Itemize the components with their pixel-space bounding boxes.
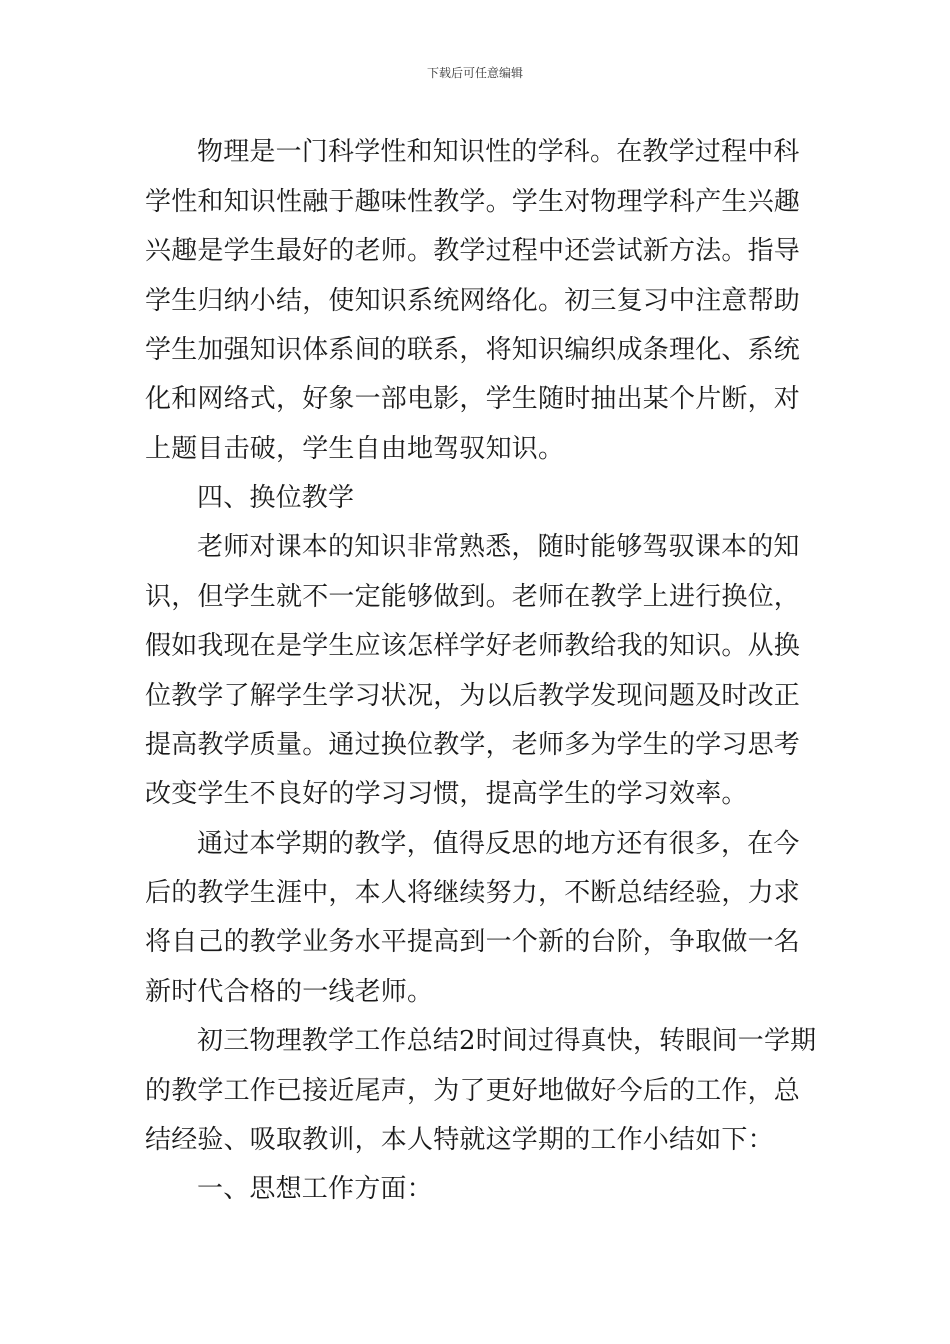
- page-header: 下载后可任意编辑: [426, 66, 523, 80]
- text-line: 物理是一门科学性和知识性的学科。在教学过程中科: [197, 137, 800, 167]
- text-line: 上题目击破，学生自由地驾驭知识。: [145, 434, 565, 464]
- text-line: 位教学了解学生学习状况，为以后教学发现问题及时改正: [145, 681, 801, 711]
- text-line: 通过本学期的教学，值得反思的地方还有很多，在今: [197, 829, 800, 859]
- section-heading: 四、换位教学: [197, 483, 355, 513]
- text-line: 学性和知识性融于趣味性教学。学生对物理学科产生兴趣: [145, 187, 801, 217]
- text-line: 将自己的教学业务水平提高到一个新的台阶，争取做一名: [145, 927, 801, 957]
- text-line: 的教学工作已接近尾声，为了更好地做好今后的工作，总: [145, 1076, 801, 1106]
- text-line: 识，但学生就不一定能够做到。老师在教学上进行换位，: [145, 582, 801, 612]
- text-line: 新时代合格的一线老师。: [145, 977, 434, 1007]
- text-line: 假如我现在是学生应该怎样学好老师教给我的知识。从换: [145, 631, 801, 661]
- text-line: 学生归纳小结，使知识系统网络化。初三复习中注意帮助: [145, 286, 801, 316]
- text-line: 提高教学质量。通过换位教学，老师多为学生的学习思考: [145, 730, 801, 760]
- text-line: 结经验、吸取教训，本人特就这学期的工作小结如下：: [145, 1125, 774, 1155]
- text-line: 化和网络式，好象一部电影，学生随时抽出某个片断，对: [145, 384, 801, 414]
- text-line: 改变学生不良好的学习习惯，提高学生的学习效率。: [145, 779, 748, 809]
- section-heading: 一、思想工作方面：: [197, 1174, 433, 1204]
- text-line: 初三物理教学工作总结2时间过得真快，转眼间一学期: [197, 1026, 817, 1056]
- text-line: 后的教学生涯中，本人将继续努力，不断总结经验，力求: [145, 878, 801, 908]
- text-line: 兴趣是学生最好的老师。教学过程中还尝试新方法。指导: [145, 236, 801, 266]
- text-line: 老师对课本的知识非常熟悉，随时能够驾驭课本的知: [197, 532, 800, 562]
- text-line: 学生加强知识体系间的联系，将知识编织成条理化、系统: [145, 335, 801, 365]
